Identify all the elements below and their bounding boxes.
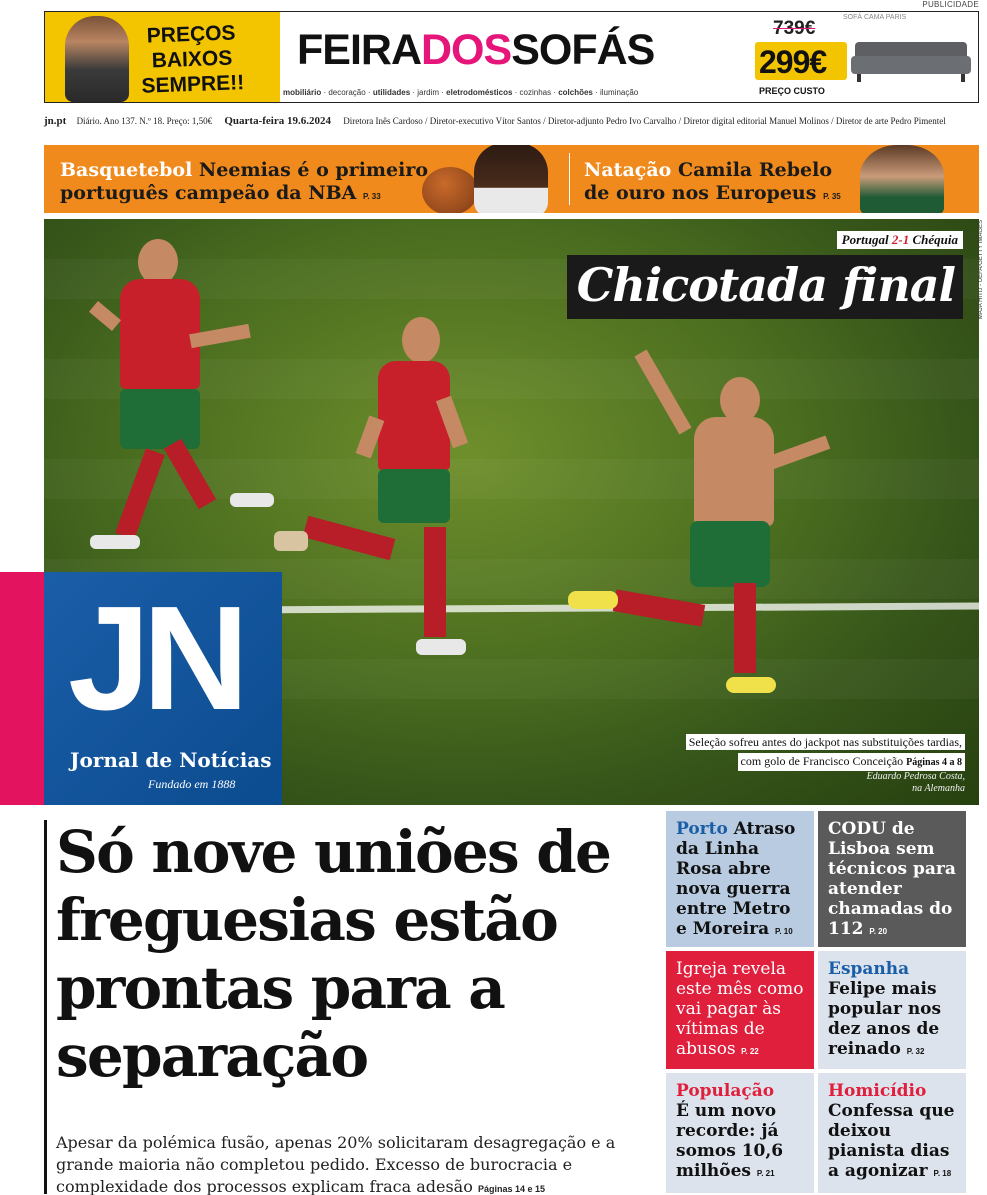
photographer-location: na Alemanha xyxy=(912,783,965,794)
main-deck xyxy=(56,1132,656,1195)
agency-credit: MAJA HITIJ - UEFA/GETTY IMAGES xyxy=(978,220,984,320)
staff-credits: Diretora Inês Cardoso / Diretor-executivo Vítor Santos / Diretor-adjunto Pedro Ivo Carvalho / Diretor digital editorial Manuel Molinos / Diretor de arte Pedro Pimentel xyxy=(343,116,946,126)
issue-meta: Diário. Ano 137. N.º 18. Preço: 1,50€ xyxy=(76,116,213,126)
ad-category: jardim xyxy=(417,88,440,97)
news-box-porto[interactable] xyxy=(666,811,814,947)
swimmer-photo xyxy=(860,145,944,213)
newspaper-logo[interactable] xyxy=(44,572,282,805)
main-headline[interactable]: Só nove uniões de freguesias estão prontas para a separação xyxy=(56,818,611,1090)
basketball-player-photo xyxy=(474,145,548,213)
box-page: P. 18 xyxy=(933,1169,952,1178)
ad-category: colchões xyxy=(558,88,593,97)
site-link[interactable]: jn.pt xyxy=(44,115,67,127)
player-figure-left xyxy=(90,239,290,569)
ad-brand-logo xyxy=(297,26,654,74)
ad-category: utilidades xyxy=(372,88,411,97)
ad-brand-part-2: DOS xyxy=(421,26,512,74)
teaser-basketball[interactable] xyxy=(60,159,440,205)
ad-category: eletrodomésticos xyxy=(446,88,513,97)
box-page: P. 21 xyxy=(756,1169,775,1178)
photo-credit xyxy=(867,771,965,795)
box-kicker: Homicídio xyxy=(828,1081,927,1101)
ad-promo-panel xyxy=(45,12,280,102)
box-text: CODU de Lisboa sem técnicos para atender chamadas do 112 xyxy=(828,819,956,939)
news-box-codu[interactable] xyxy=(818,811,966,947)
box-kicker: Porto xyxy=(676,819,728,839)
ad-price-label: PREÇO CUSTO xyxy=(759,86,825,96)
teaser-text: Neemias é o primeiro português campeão da NBA xyxy=(60,159,429,204)
news-box-igreja[interactable] xyxy=(666,951,814,1069)
hero-caption xyxy=(686,731,965,771)
ad-category: mobiliário xyxy=(283,88,322,97)
founded-line: Fundado em 1888 xyxy=(148,777,236,791)
box-text: Igreja revela este mês como vai pagar às vítimas de abusos xyxy=(676,959,804,1059)
caption-line-1: Seleção sofreu antes do jackpot nas substituições tardias, xyxy=(686,734,965,750)
news-box-homicidio[interactable] xyxy=(818,1073,966,1193)
ad-category: decoração xyxy=(328,88,366,97)
ad-price: 299€ xyxy=(759,44,827,80)
caption-line-2 xyxy=(738,753,965,771)
box-page: P. 20 xyxy=(869,927,888,936)
ad-brand-part-1: FEIRA xyxy=(297,26,421,74)
player-figure-center xyxy=(274,317,504,667)
ad-label: PUBLICIDADE xyxy=(922,0,979,9)
teaser-swimming[interactable] xyxy=(584,159,844,205)
teaser-bar xyxy=(44,145,979,213)
teaser-page: P. 35 xyxy=(823,192,841,201)
hero-headline[interactable]: Chicotada final xyxy=(576,258,955,312)
ad-brand-part-3: SOFÁS xyxy=(511,26,655,74)
box-kicker: Espanha xyxy=(828,959,910,979)
box-kicker: População xyxy=(676,1081,775,1101)
ad-slogan-line-2: SEMPRE!! xyxy=(141,71,245,98)
advertisement-banner[interactable] xyxy=(44,11,979,103)
main-deck-pages: Páginas 14 e 15 xyxy=(477,1184,545,1194)
main-story-rule xyxy=(44,820,47,1194)
ad-old-price: 739€ xyxy=(773,18,816,39)
box-text: Confessa que deixou pianista dias a agonizar xyxy=(828,1101,955,1181)
box-text: Felipe mais popular nos dez anos de reinado xyxy=(828,979,942,1059)
player-figure-right xyxy=(564,347,824,707)
team-b: Chéquia xyxy=(912,232,958,247)
ad-categories: mobiliário · decoração · utilidades · jardim · eletrodomésticos · cozinhas · colchões · iluminação xyxy=(283,88,639,97)
teaser-page: P. 33 xyxy=(363,192,381,201)
ad-category: iluminação xyxy=(600,88,639,97)
caption-pages: Páginas 4 a 8 xyxy=(906,757,962,768)
ad-category: cozinhas xyxy=(519,88,552,97)
ad-product-label: SOFÁ CAMA PARIS xyxy=(843,14,907,21)
box-page: P. 32 xyxy=(906,1047,925,1056)
logo-mark: JN xyxy=(68,576,242,741)
news-box-espanha[interactable] xyxy=(818,951,966,1069)
ad-slogan xyxy=(116,19,269,99)
newspaper-name: Jornal de Notícias xyxy=(70,748,272,772)
teaser-kicker: Basquetebol xyxy=(60,159,193,181)
box-text: Atraso da Linha Rosa abre nova guerra entre Metro e Moreira xyxy=(676,819,796,939)
teaser-divider xyxy=(569,153,570,205)
ad-slogan-line-1: PREÇOS BAIXOS xyxy=(146,21,236,73)
box-text: É um novo recorde: já somos 10,6 milhões xyxy=(676,1101,784,1181)
match-score: 2-1 xyxy=(891,232,910,247)
match-score-tag xyxy=(837,231,963,249)
teaser-kicker: Natação xyxy=(584,159,672,181)
news-box-populacao[interactable] xyxy=(666,1073,814,1193)
box-page: P. 10 xyxy=(775,927,793,936)
caption-text: com golo de Francisco Conceição xyxy=(740,754,904,768)
hero-headline-box xyxy=(567,255,963,319)
main-deck-text: Apesar da polémica fusão, apenas 20% solicitaram desagregação e a grande maioria não completou pedido. Excesso de burocracia e complexidade dos processos explicam fraca adesão xyxy=(56,1133,616,1195)
photographer-name: Eduardo Pedrosa Costa, xyxy=(866,771,965,782)
teaser-text: Camila Rebelo de ouro nos Europeus xyxy=(584,159,832,204)
logo-accent-bar xyxy=(0,572,44,805)
issue-date: Quarta-feira 19.6.2024 xyxy=(224,115,331,127)
team-a: Portugal xyxy=(841,232,889,247)
sofa-image xyxy=(851,34,971,84)
masthead-info-line xyxy=(44,115,979,127)
box-page: P. 22 xyxy=(741,1047,759,1056)
